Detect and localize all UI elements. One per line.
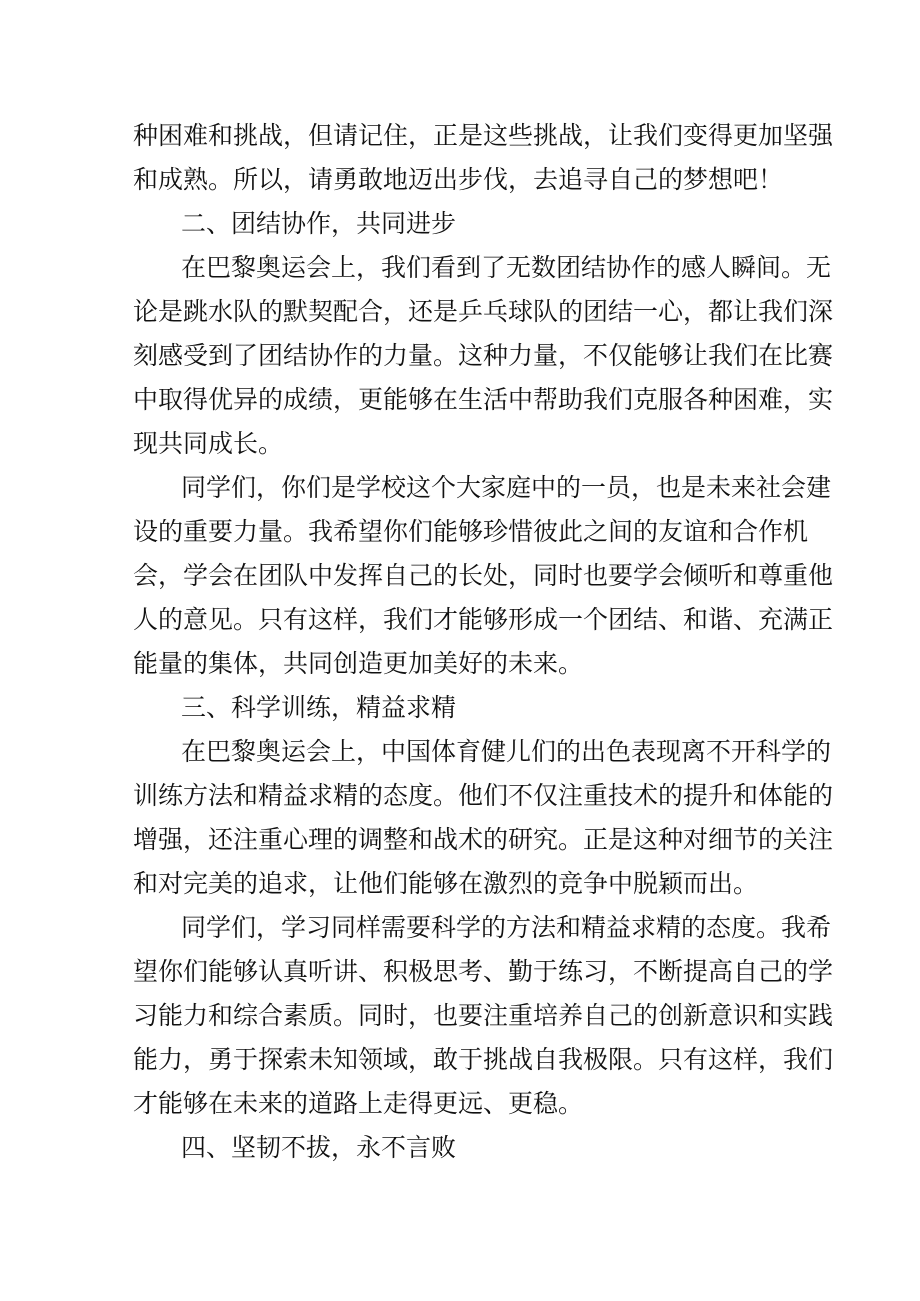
text-line: 中取得优异的成绩，更能够在生活中帮助我们克服各种困难，实 (133, 385, 834, 414)
text-line: 望你们能够认真听讲、积极思考、勤于练习，不断提高自己的学 (133, 957, 834, 986)
text-line: 在巴黎奥运会上，中国体育健儿们的出色表现离不开科学的 (181, 737, 832, 766)
text-line: 和对完美的追求，让他们能够在激烈的竞争中脱颖而出。 (133, 869, 759, 898)
text-line: 种困难和挑战，但请记住，正是这些挑战，让我们变得更加坚强 (133, 121, 834, 150)
text-line: 刻感受到了团结协作的力量。这种力量，不仅能够让我们在比赛 (133, 341, 834, 370)
text-line: 训练方法和精益求精的态度。他们不仅注重技术的提升和体能的 (133, 781, 834, 810)
text-line: 设的重要力量。我希望你们能够珍惜彼此之间的友谊和合作机 (133, 517, 809, 546)
text-line: 论是跳水队的默契配合，还是乒乓球队的团结一心，都让我们深 (133, 297, 834, 326)
text-line: 会，学会在团队中发挥自己的长处，同时也要学会倾听和尊重他 (133, 561, 834, 590)
text-line: 能力，勇于探索未知领域，敢于挑战自我极限。只有这样，我们 (133, 1045, 834, 1074)
section-heading-4: 四、坚韧不拔，永不言败 (181, 1133, 457, 1162)
text-line: 在巴黎奥运会上，我们看到了无数团结协作的感人瞬间。无 (181, 253, 832, 282)
text-line: 和成熟。所以，请勇敢地迈出步伐，去追寻自己的梦想吧！ (133, 165, 784, 194)
section-heading-3: 三、科学训练，精益求精 (181, 693, 457, 722)
text-line: 人的意见。只有这样，我们才能够形成一个团结、和谐、充满正 (133, 605, 834, 634)
text-line: 现共同成长。 (133, 429, 284, 458)
text-line: 增强，还注重心理的调整和战术的研究。正是这种对细节的关注 (133, 825, 834, 854)
text-line: 同学们，学习同样需要科学的方法和精益求精的态度。我希 (181, 913, 832, 942)
text-line: 习能力和综合素质。同时，也要注重培养自己的创新意识和实践 (133, 1001, 834, 1030)
text-line: 能量的集体，共同创造更加美好的未来。 (133, 649, 584, 678)
text-line: 同学们，你们是学校这个大家庭中的一员，也是未来社会建 (181, 473, 832, 502)
text-line: 才能够在未来的道路上走得更远、更稳。 (133, 1089, 584, 1118)
section-heading-2: 二、团结协作，共同进步 (181, 209, 457, 238)
